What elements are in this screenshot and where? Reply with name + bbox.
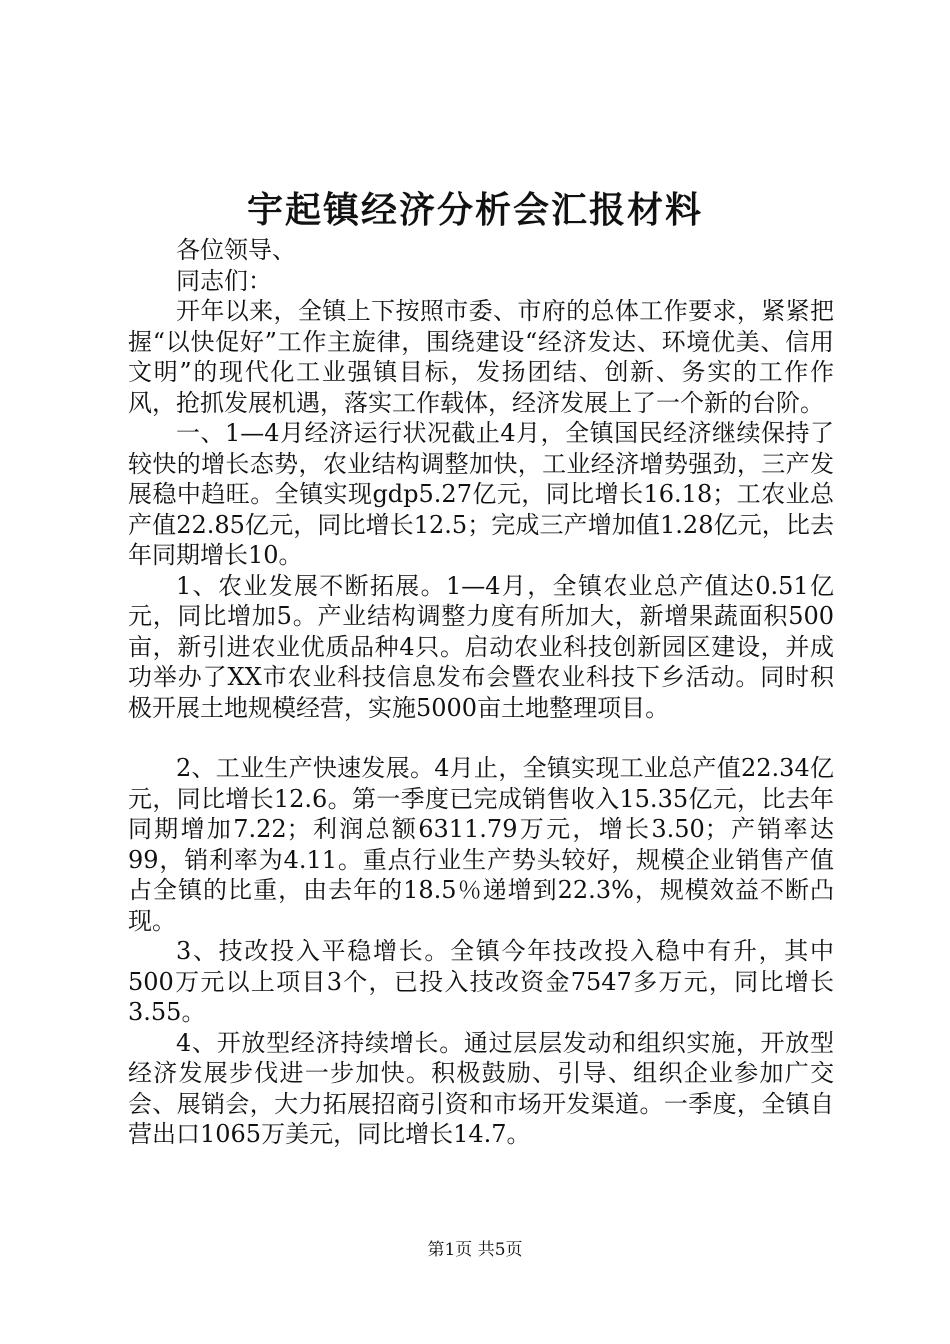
greeting-line-2: 同志们： <box>176 266 272 295</box>
paragraph-intro: 开年以来，全镇上下按照市委、市府的总体工作要求，紧紧把握“以快促好”工作主旋律，围绕建设“经济发达、环境优美、信用文明”的现代化工业强镇目标，发扬团结、创新、务实的工作作风，抢抓发展机遇，落实工作载体，经济发展上了一个新的台阶。 <box>128 297 834 417</box>
paragraph-industry: 2、工业生产快速发展。4月止，全镇实现工业总产值22.34亿元，同比增长12.6。第一季度已完成销售收入15.35亿元，比去年同期增加7.22；利润总额6311.79万元，增长3.50；产销率达99，销利率为4.11。重点行业生产势头较好，规模企业销售产值占全镇的比重，由去年的18.5％递增到22.3%，规模效益不断凸现。 <box>128 754 834 935</box>
document-body <box>128 235 834 1150</box>
document-title: 宇起镇经济分析会汇报材料 <box>246 189 703 231</box>
paragraph-tech-investment: 3、技改投入平稳增长。全镇今年技改投入稳中有升，其中500万元以上项目3个，已投入技改资金7547多万元，同比增长3.55。 <box>128 937 834 1026</box>
greeting-line-1: 各位领导、 <box>176 236 296 264</box>
page-number: 第1页 共5页 <box>427 1240 523 1260</box>
paragraph-agriculture: 1、农业发展不断拓展。1—4月，全镇农业总产值达0.51亿元，同比增加5。产业结构调整力度有所加大，新增果蔬面积500亩，新引进农业优质品种4只。启动农业科技创新园区建设，并成功举办了XX市农业科技信息发布会暨农业科技下乡活动。同时积极开展土地规模经营，实施5000亩土地整理项目。 <box>128 571 834 722</box>
paragraph-open-economy: 4、开放型经济持续增长。通过层层发动和组织实施，开放型经济发展步伐进一步加快。积极鼓励、引导、组织企业参加广交会、展销会，大力拓展招商引资和市场开发渠道。一季度，全镇自营出口1065万美元，同比增长14.7。 <box>128 1028 834 1148</box>
paragraph-section-1: 一、1—4月经济运行状况截止4月，全镇国民经济继续保持了较快的增长态势，农业结构调整加快，工业经济增势强劲，三产发展稳中趋旺。全镇实现gdp5.27亿元，同比增长16.18；工农业总产值22.85亿元，同比增长12.5；完成三产增加值1.28亿元，比去年同期增长10。 <box>128 419 834 569</box>
